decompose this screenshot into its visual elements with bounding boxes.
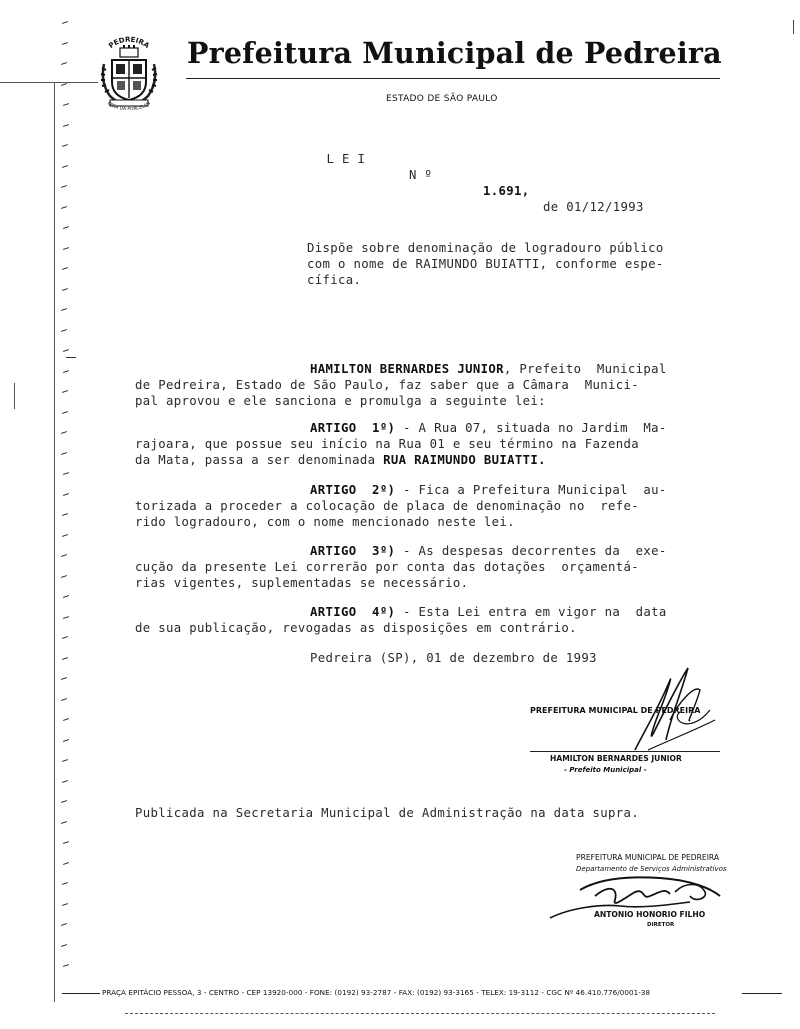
margin-tick [61,923,67,926]
ementa-line: cífica. [307,273,362,287]
bottom-edge-dash [125,1013,715,1014]
place-date: Pedreira (SP), 01 de dezembro de 1993 [310,651,597,665]
municipality-title: Prefeitura Municipal de Pedreira [187,36,722,70]
signatory-name: ANTONIO HONORIO FILHO [594,910,706,919]
ementa-line: com o nome de RAIMUNDO BUIATTI, conforme espe- [307,257,664,271]
footer-rule-right [742,993,782,994]
page-border-left [54,82,55,1002]
margin-tick [62,882,68,885]
article-1 [135,420,667,468]
margin-tick [63,124,69,127]
margin-tick [61,185,67,188]
margin-tick [62,903,68,906]
ementa-line: Dispõe sobre denominação de logradouro público [307,241,664,255]
header-rule [186,78,720,79]
article-label: ARTIGO 1º) [310,421,396,435]
law-label: L E I [326,152,366,166]
margin-tick [62,636,68,639]
margin-tick [63,964,69,967]
municipal-crest [96,34,162,118]
preamble-line2: de Pedreira, Estado de São Paulo, faz saber que a Câmara Munici- [135,378,639,392]
margin-tick [61,62,67,65]
margin-tick [61,554,67,557]
margin-tick [62,390,68,393]
margin-tick [63,718,69,721]
margin-tick [63,616,69,619]
margin-tick [61,698,67,701]
law-title [311,135,644,215]
crest-bottom-text: ERRA DA PORCELAN [106,101,152,113]
article-text: cução da presente Lei correrão por conta das dotações orçamentá- [135,560,639,574]
margin-tick [62,144,68,147]
stamp-line2: Departamento de Serviços Administrativos [576,865,727,873]
signature-stamp-top: PREFEITURA MUNICIPAL DE PEDREIRA [530,706,701,715]
mayor-name: HAMILTON BERNARDES JUNIOR [310,362,504,376]
director-signature [540,848,770,938]
margin-tick [61,677,67,680]
margin-tick [62,759,68,762]
article-text: rajoara, que possue seu início na Rua 01 e seu término na Fazenda [135,437,639,451]
margin-tick [63,472,69,475]
article-text: - As despesas decorrentes da exe- [395,544,667,558]
state-subtitle: ESTADO DE SÃO PAULO [386,94,498,104]
article-text: - Fica a Prefeitura Municipal au- [395,483,667,497]
article-text: rias vigentes, suplementadas se necessário. [135,576,469,590]
article-2 [135,482,667,530]
margin-tick [62,288,68,291]
signature-line [530,751,720,752]
page-border-top [0,82,98,83]
article-label: ARTIGO 3º) [310,544,396,558]
article-text: de sua publicação, revogadas as disposições em contrário. [135,621,577,635]
margin-tick [62,165,68,168]
margin-tick [63,370,69,373]
left-edge-mark [14,383,15,409]
margin-tick [61,800,67,803]
margin-tick [63,226,69,229]
footer-rule-left [62,993,100,994]
article-text: rido logradouro, com o nome mencionado neste lei. [135,515,515,529]
footer-address: PRAÇA EPITÁCIO PESSOA, 3 - CENTRO - CEP 13920-000 - FONE: (0192) 93-2787 - FAX: (0192) 93-3165 - TELEX: 19-3112 - CGC Nº 46.410.776/0001-38 [102,988,651,997]
margin-tick [61,83,67,86]
law-number-label: N º [409,168,433,182]
margin-tick [63,862,69,865]
side-dash [66,357,76,358]
margin-tick [63,349,69,352]
ementa-block [307,240,664,288]
margin-tick [62,411,68,414]
law-date: de 01/12/1993 [543,200,644,214]
margin-tick [61,452,67,455]
margin-tick [63,103,69,106]
preamble-line3: pal aprovou e ele sanciona e promulga a seguinte lei: [135,394,546,408]
article-3 [135,543,667,591]
margin-tick [63,493,69,496]
preamble-paragraph [135,361,667,409]
margin-tick [61,329,67,332]
signatory-role: DIRETOR [647,922,675,928]
street-name: RUA RAIMUNDO BUIATTI. [383,453,546,467]
margin-tick [63,595,69,598]
margin-tick [61,206,67,209]
margin-tick [62,657,68,660]
publication-note: Publicada na Secretaria Municipal de Administração na data supra. [135,806,639,820]
article-text: - A Rua 07, situada no Jardim Ma- [395,421,667,435]
preamble-line1: , Prefeito Municipal [503,362,667,376]
margin-tick [62,21,68,24]
margin-tick [62,42,68,45]
article-4 [135,604,667,636]
margin-tick [61,944,67,947]
stamp-line1: PREFEITURA MUNICIPAL DE PEDREIRA [576,853,720,862]
article-text: da Mata, passa a ser denominada [135,453,384,467]
margin-tick [63,739,69,742]
article-text: - Esta Lei entra em vigor na data [395,605,667,619]
article-label: ARTIGO 2º) [310,483,396,497]
crest-top-text: PEDREIRA [107,35,151,51]
margin-tick [62,534,68,537]
page-border-right-mark [793,20,794,34]
margin-tick [62,267,68,270]
law-number: 1.691, [483,184,530,198]
signatory-role: - Prefeito Municipal - [564,766,647,774]
margin-tick [63,247,69,250]
margin-tick [63,841,69,844]
margin-tick [61,431,67,434]
margin-tick [61,821,67,824]
mayor-signature [520,650,760,780]
article-label: ARTIGO 4º) [310,605,396,619]
margin-tick [61,575,67,578]
margin-tick [61,308,67,311]
margin-tick [62,513,68,516]
crest-icon [96,34,162,118]
signatory-name: HAMILTON BERNARDES JUNIOR [550,754,682,763]
margin-tick [62,780,68,783]
article-text: torizada a proceder a colocação de placa de denominação no refe- [135,499,639,513]
